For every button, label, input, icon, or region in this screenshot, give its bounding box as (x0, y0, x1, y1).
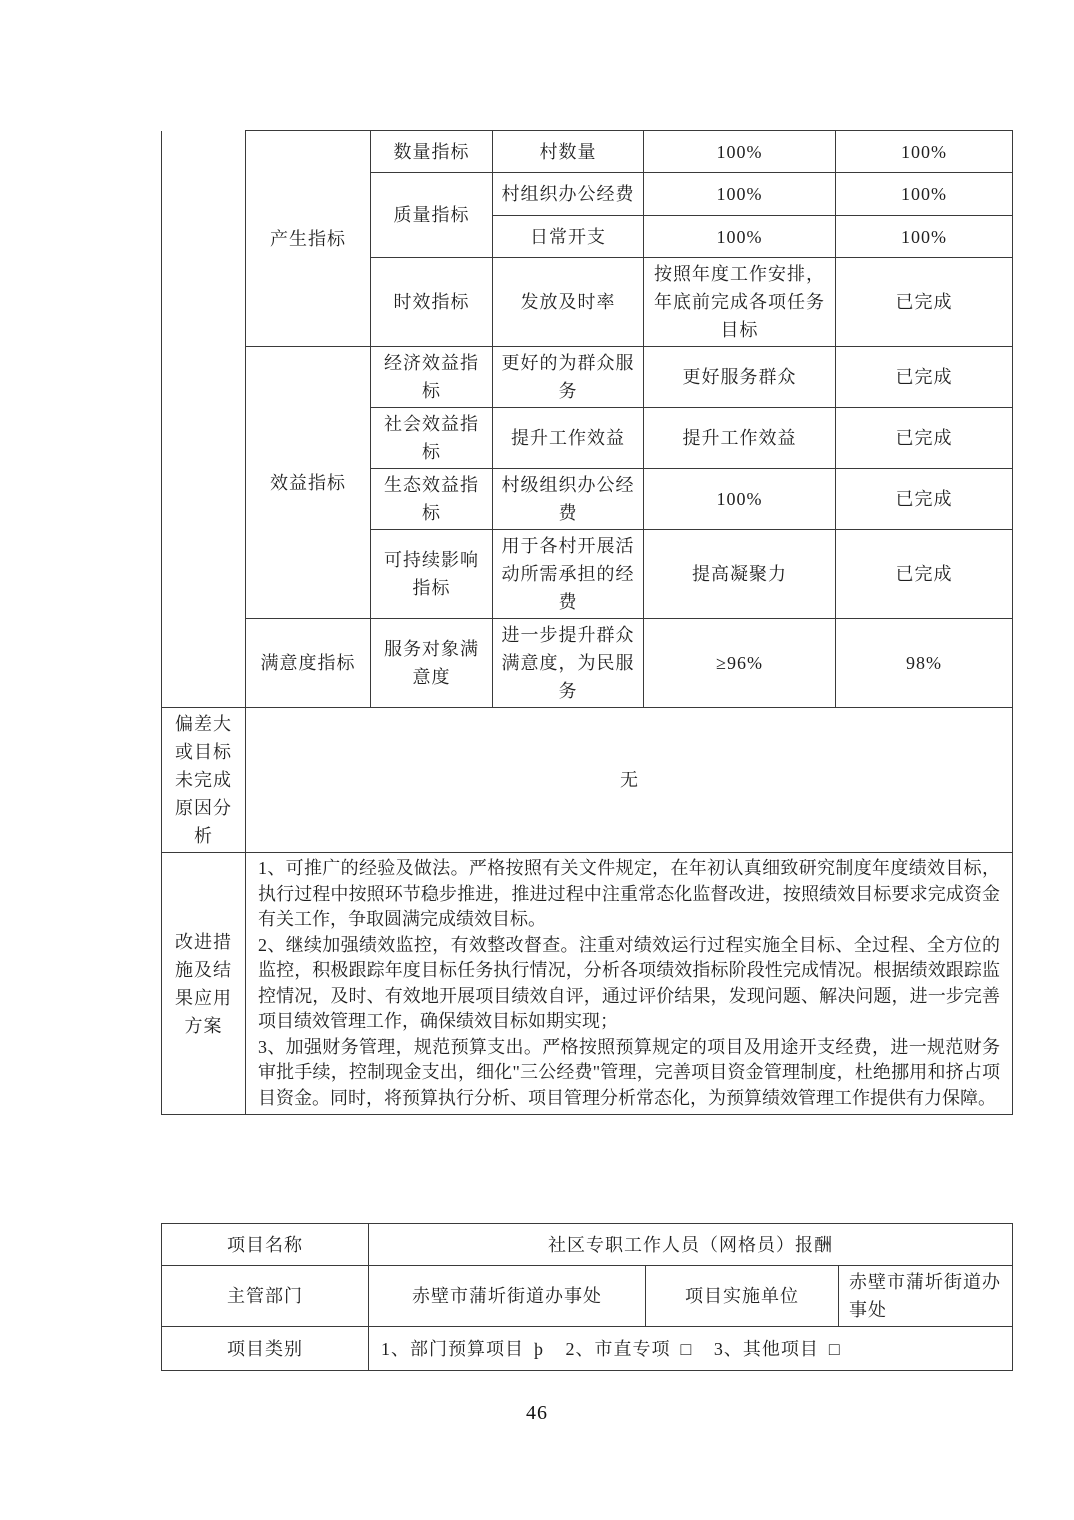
quality1-actual-value: 100% (836, 173, 1013, 216)
type-social-label: 社会效益指标 (371, 408, 493, 469)
quality2-target-value: 100% (644, 216, 836, 258)
quality1-indicator-name: 村组织办公经费 (493, 173, 644, 216)
indicator-category-continuation-cell (162, 131, 246, 708)
improvement-measures-content (246, 853, 1013, 1115)
impl-unit-label: 项目实施单位 (646, 1266, 839, 1327)
sustainable-indicator-name: 用于各村开展活动所需承担的经费 (493, 530, 644, 619)
type-service-satisfaction-label: 服务对象满意度 (371, 619, 493, 708)
timeliness-actual-value: 已完成 (836, 258, 1013, 347)
group-benefit-label: 效益指标 (246, 347, 371, 619)
improvement-paragraph-1: 1、可推广的经验及做法。严格按照有关文件规定，在年初认真细致研究制度年度绩效目标，执行过程中按照环节稳步推进，推进过程中注重常态化监督改进，按照绩效目标要求完成资金有关工作，争取圆满完成绩效目标。 (258, 858, 1000, 929)
impl-unit-value: 赤壁市蒲圻街道办事处 (839, 1266, 1013, 1327)
checkbox-empty-icon: □ (828, 1338, 841, 1359)
social-actual-value: 已完成 (836, 408, 1013, 469)
project-name-value: 社区专职工作人员（网格员）报酬 (369, 1224, 1013, 1266)
category-option-1 (381, 1339, 544, 1359)
satisfaction-indicator-name: 进一步提升群众满意度，为民服务 (493, 619, 644, 708)
category-options (369, 1327, 1013, 1371)
ecological-actual-value: 已完成 (836, 469, 1013, 530)
social-target-value: 提升工作效益 (644, 408, 836, 469)
checkbox-checked-icon: þ (534, 1338, 544, 1359)
satisfaction-actual-value: 98% (836, 619, 1013, 708)
improvement-paragraph-3: 3、加强财务管理，规范预算支出。严格按照预算规定的项目及用途开支经费，进一规范财务审批手续，控制现金支出，细化"三公经费"管理，完善项目资金管理制度，杜绝挪用和挤占项目资金。同时，将预算执行分析、项目管理分析常态化，为预算绩效管理工作提供有力保障。 (258, 1036, 1000, 1108)
sustainable-actual-value: 已完成 (836, 530, 1013, 619)
quality1-target-value: 100% (644, 173, 836, 216)
economic-actual-value: 已完成 (836, 347, 1013, 408)
checkbox-empty-icon: □ (680, 1338, 693, 1359)
quantity-actual-value: 100% (836, 131, 1013, 173)
type-timeliness-label: 时效指标 (371, 258, 493, 347)
category-option-3 (714, 1339, 841, 1359)
social-indicator-name: 提升工作效益 (493, 408, 644, 469)
group-output-label: 产生指标 (246, 131, 371, 347)
type-sustainable-label: 可持续影响指标 (371, 530, 493, 619)
dept-label: 主管部门 (162, 1266, 369, 1327)
group-satisfaction-label: 满意度指标 (246, 619, 371, 708)
dept-value: 赤壁市蒲圻街道办事处 (369, 1266, 646, 1327)
ecological-target-value: 100% (644, 469, 836, 530)
economic-target-value: 更好服务群众 (644, 347, 836, 408)
deviation-analysis-value: 无 (246, 708, 1013, 853)
sustainable-target-value: 提高凝聚力 (644, 530, 836, 619)
timeliness-target-value: 按照年度工作安排，年底前完成各项任务目标 (644, 258, 836, 347)
project-name-label: 项目名称 (162, 1224, 369, 1266)
improvement-measures-label: 改进措施及结果应用方案 (162, 853, 246, 1115)
type-economic-label: 经济效益指标 (371, 347, 493, 408)
type-ecological-label: 生态效益指标 (371, 469, 493, 530)
improvement-paragraph-2: 2、继续加强绩效监控，有效整改督查。注重对绩效运行过程实施全目标、全过程、全方位的监控，积极跟踪年度目标任务执行情况，分析各项绩效指标阶段性完成情况。根据绩效跟踪监控情况，及时、有效地开展项目绩效自评，通过评价结果，发现问题、解决问题，进一步完善项目绩效管理工作，确保绩效目标如期实现； (258, 934, 1000, 1031)
economic-indicator-name: 更好的为群众服务 (493, 347, 644, 408)
ecological-indicator-name: 村级组织办公经费 (493, 469, 644, 530)
type-quality-label: 质量指标 (371, 173, 493, 258)
page-number: 46 (526, 1402, 548, 1424)
deviation-analysis-label: 偏差大或目标未完成原因分析 (162, 708, 246, 853)
project-info-table (161, 1223, 1013, 1371)
satisfaction-target-value: ≥96% (644, 619, 836, 708)
category-option-2-text: 2、市直专项 (565, 1338, 671, 1359)
quality2-actual-value: 100% (836, 216, 1013, 258)
category-option-3-text: 3、其他项目 (713, 1338, 819, 1359)
quantity-indicator-name: 村数量 (493, 131, 644, 173)
category-option-2 (566, 1339, 693, 1359)
type-quantity-label: 数量指标 (371, 131, 493, 173)
quantity-target-value: 100% (644, 131, 836, 173)
category-label: 项目类别 (162, 1327, 369, 1371)
performance-indicator-table (161, 130, 1013, 1115)
quality2-indicator-name: 日常开支 (493, 216, 644, 258)
category-option-1-text: 1、部门预算项目 (381, 1338, 524, 1359)
timeliness-indicator-name: 发放及时率 (493, 258, 644, 347)
